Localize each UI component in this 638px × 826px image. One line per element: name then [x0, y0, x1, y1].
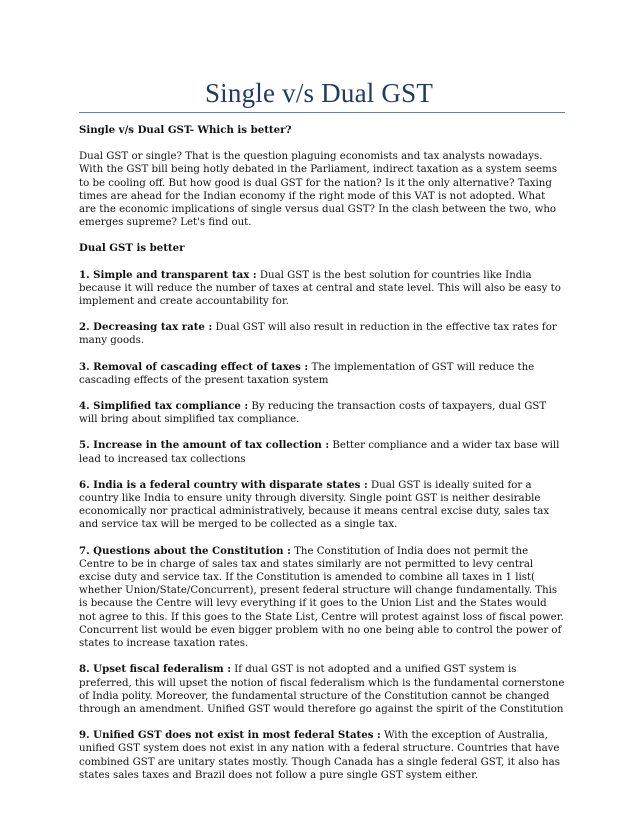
title-underline: [79, 112, 565, 113]
point-heading: 2. Decreasing tax rate :: [79, 321, 213, 334]
point-4: [79, 400, 565, 426]
point-heading: 8. Upset fiscal federalism :: [79, 663, 232, 676]
point-heading: 6. India is a federal country with disparate states :: [79, 478, 368, 491]
point-text: Better compliance and a wider tax base will lead to increased tax collections: [79, 440, 560, 465]
point-9: [79, 729, 565, 782]
point-6: [79, 479, 565, 532]
point-7: [79, 545, 565, 651]
point-heading: 1. Simple and transparent tax :: [79, 268, 257, 281]
point-3: [79, 361, 565, 387]
point-text: With the exception of Australia, unified GST system does not exist in any nation with a federal structure. Countries that have combined GST are unitary states mostly. Though Canada has a single federal GST, it also has states sales taxes and Brazil does not follow a pure single GST system either.: [79, 730, 560, 781]
point-8: [79, 663, 565, 716]
point-text: If dual GST is not adopted and a unified GST system is preferred, this will upset the notion of fiscal federalism which is the fundamental cornerstone of India polity. Moreover, the fundamental structure of the Constitution cannot be changed through an amendment. Unified GST would therefore go against the spirit of the Constitution: [79, 664, 565, 715]
page-title: Single v/s Dual GST: [204, 78, 434, 108]
point-heading: 9. Unified GST does not exist in most federal States :: [79, 729, 381, 742]
point-heading: 4. Simplified tax compliance :: [79, 400, 249, 413]
point-heading: 3. Removal of cascading effect of taxes :: [79, 360, 309, 373]
point-text: Dual GST will also result in reduction in the effective tax rates for many goods.: [79, 322, 557, 347]
point-text: The implementation of GST will reduce the cascading effects of the present taxation system: [79, 361, 535, 386]
intro-paragraph: Dual GST or single? That is the question plaguing economists and tax analysts nowadays. With the GST bill being hotly debated in the Parliament, indirect taxation as a system seems to be cooling off. But how good is dual GST for the nation? Is it the only alternative? Taxing times are ahead for the Indian economy if the right mode of this VAT is not adopted. What are the economic implications of single versus dual GST? In the clash between the two, who emerges supreme? Let's find out.: [79, 151, 558, 229]
section-heading: Dual GST is better: [79, 242, 185, 255]
point-text: Dual GST is ideally suited for a country like India to ensure unity through diversity. Single point GST is neither desirable economically nor practical administratively, because it means central excise duty, sales tax and service tax will be merged to be collected as a single tax.: [79, 479, 550, 531]
subtitle: Single v/s Dual GST- Which is better?: [79, 124, 292, 136]
point-heading: 5. Increase in the amount of tax collection :: [79, 439, 330, 452]
point-1: [79, 269, 565, 309]
point-text: Dual GST is the best solution for countries like India because it will reduce the number of taxes at central and state level. This will also be easy to implement and create accountability for.: [79, 269, 561, 308]
point-5: [79, 439, 565, 465]
point-text: By reducing the transaction costs of taxpayers, dual GST will bring about simplified tax compliance.: [79, 401, 547, 426]
point-heading: 7. Questions about the Constitution :: [79, 544, 291, 557]
point-text: The Constitution of India does not permit the Centre to be in charge of sales tax and states similarly are not permitted to levy central excise duty and service tax. If the Constitution is amended to combine all taxes in 1 list( whether Union/State/Concurrent), present federal structure will change fundamentally. This is because the Centre will levy everything if it goes to the Union List and the States would not agree to this. If this goes to the State List, Centre will protest against loss of fiscal power. Concurrent list would be even bigger problem with no one being able to control the power of states to increase taxation rates.: [79, 545, 564, 650]
document-body: [79, 124, 565, 795]
point-2: [79, 321, 565, 347]
